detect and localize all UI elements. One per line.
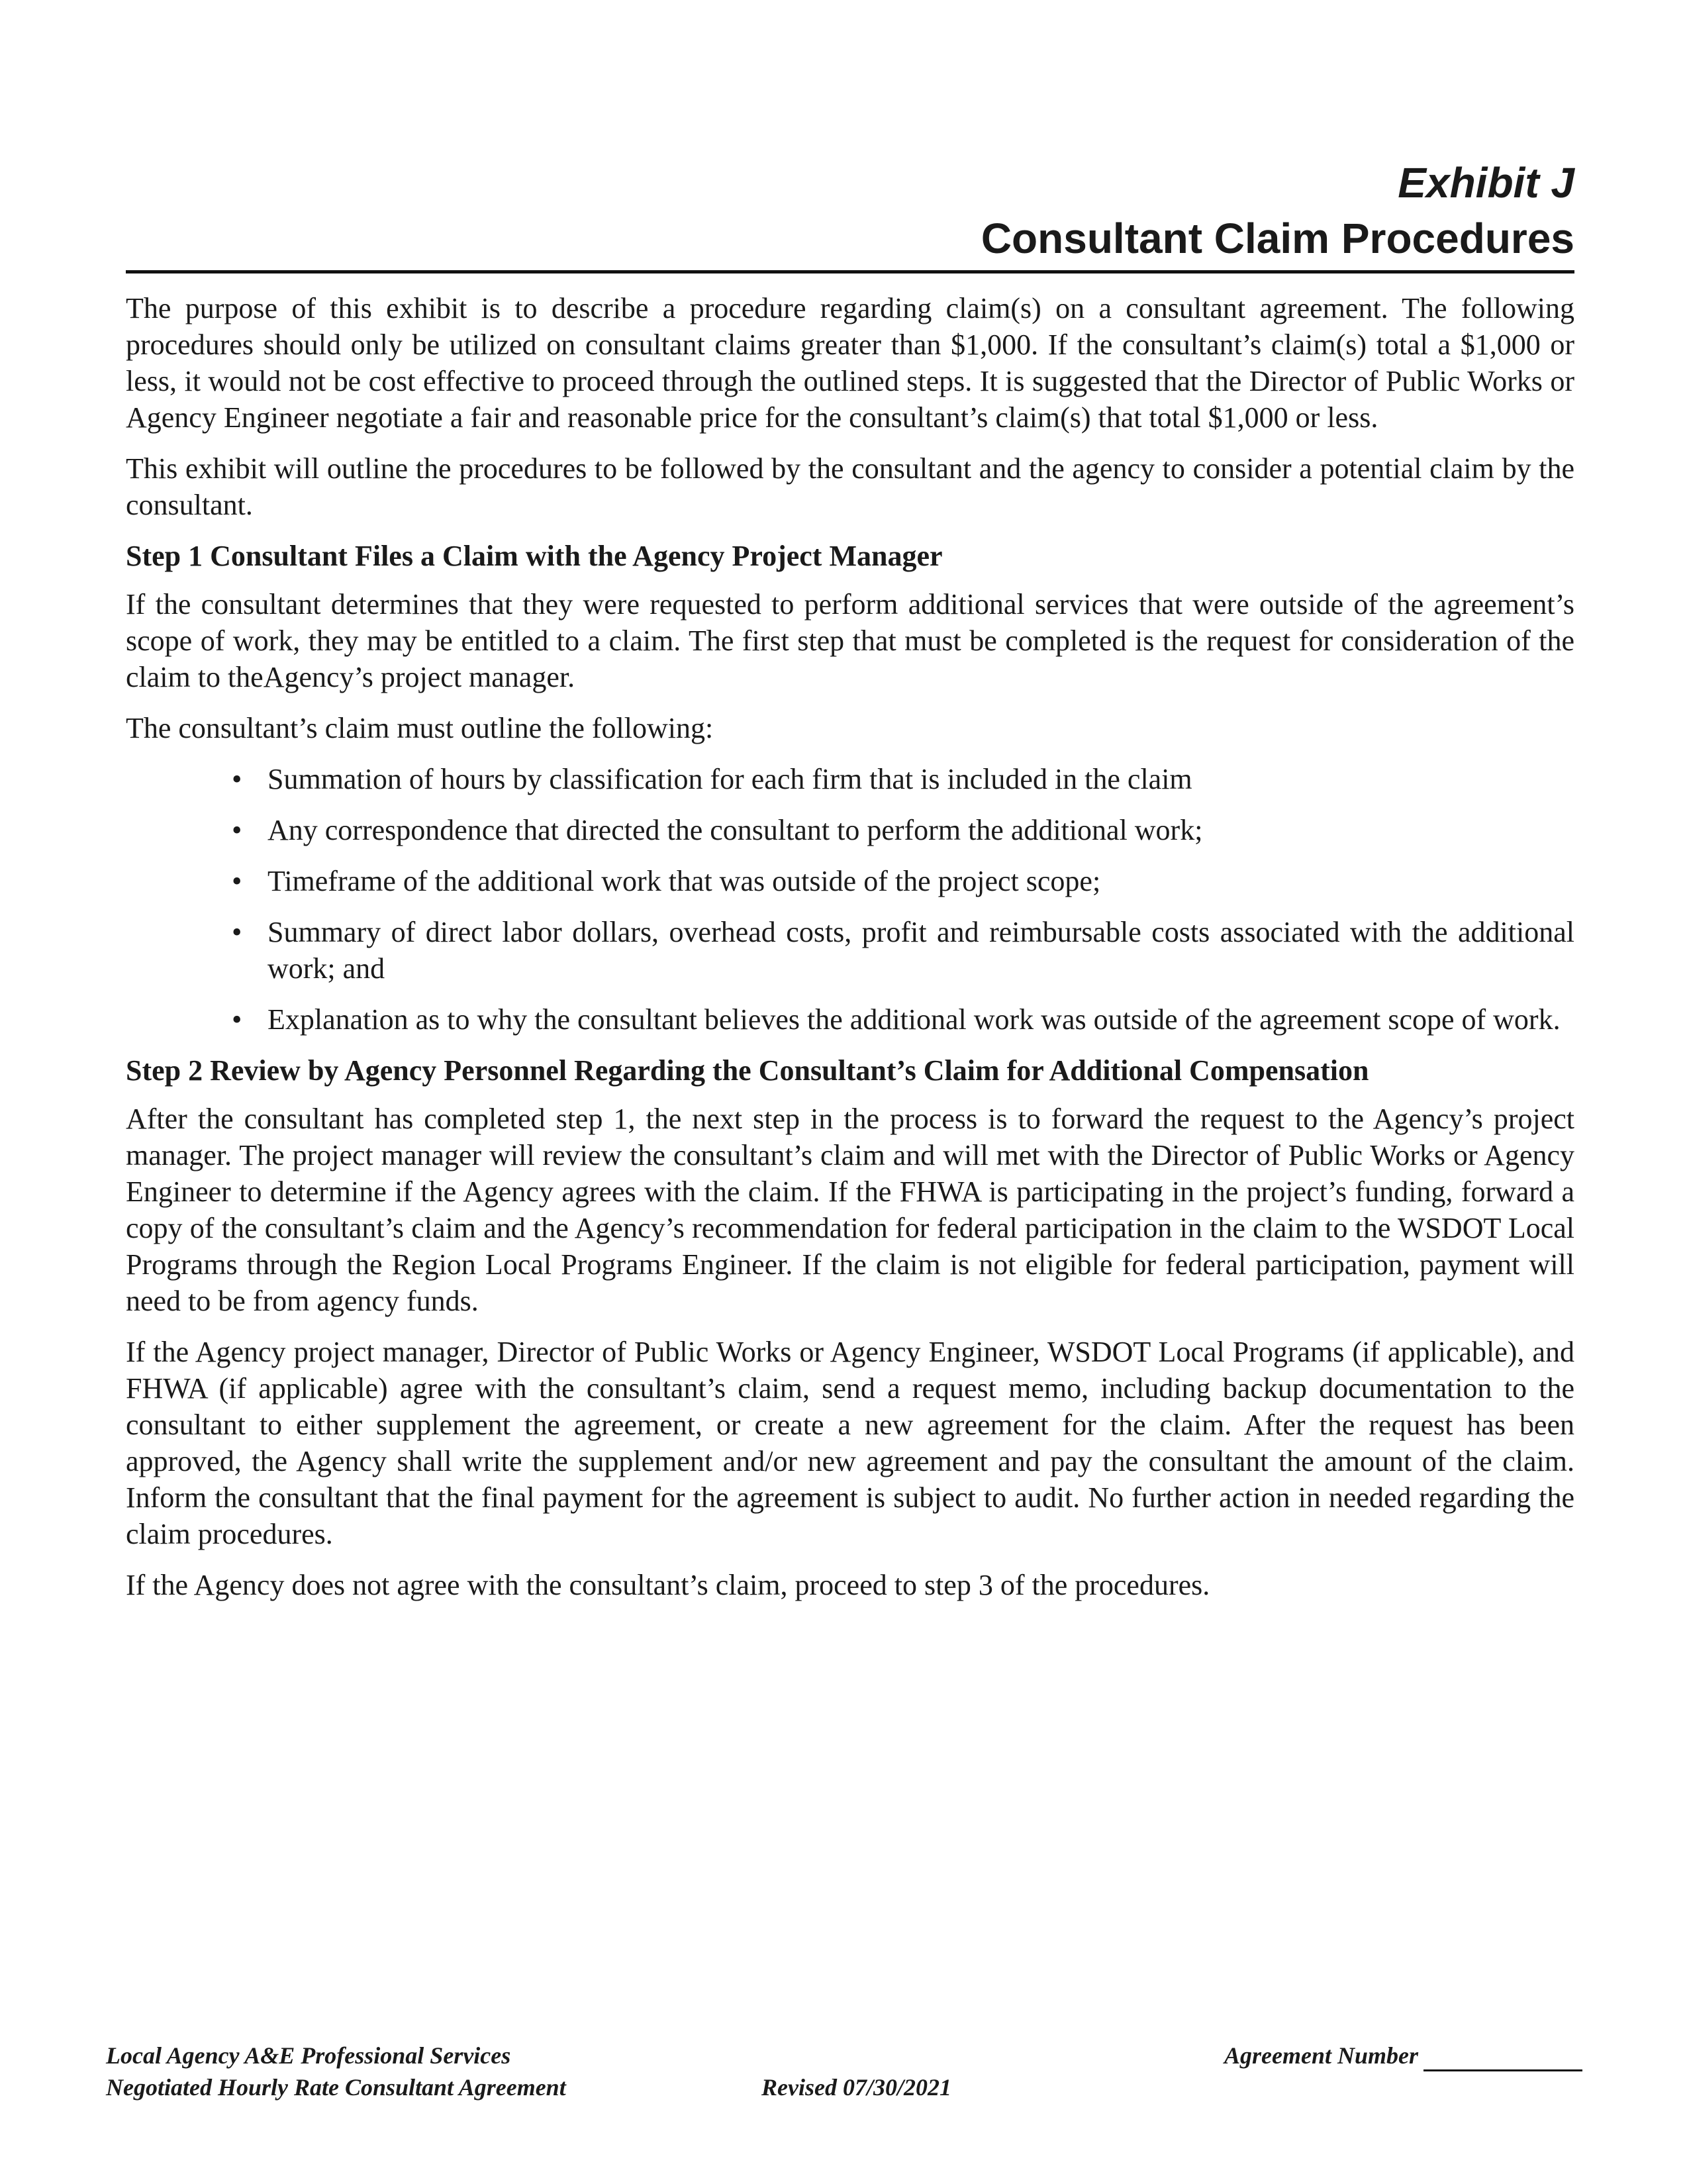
list-item: [220, 914, 1574, 987]
step-1-heading: Step 1 Consultant Files a Claim with the Agency Project Manager: [126, 540, 943, 572]
agreement-number-field: [1224, 2040, 1582, 2071]
claim-requirements-list: [220, 761, 1574, 1038]
list-item-text: Timeframe of the additional work that was outside of the project scope;: [267, 865, 1101, 897]
bullet-icon: •: [232, 865, 242, 897]
list-item: [220, 812, 1574, 848]
page-footer: [106, 2040, 1582, 2119]
list-item-text: Summary of direct labor dollars, overhead costs, profit and reimbursable costs associated with the additional work; and: [267, 916, 1574, 985]
list-item: [220, 1001, 1574, 1038]
bullet-icon: •: [232, 763, 242, 795]
footer-revised: Revised 07/30/2021: [761, 2074, 951, 2101]
page-title: Consultant Claim Procedures: [981, 215, 1574, 262]
page-header: [981, 159, 1574, 265]
document-body: [126, 290, 1574, 1618]
agreement-number-label: Agreement Number: [1224, 2042, 1418, 2069]
list-item-text: Any correspondence that directed the consultant to perform the additional work;: [267, 814, 1203, 846]
header-divider: [126, 270, 1574, 273]
step-2-paragraph-3: If the Agency does not agree with the consultant’s claim, proceed to step 3 of the procedures.: [126, 1569, 1210, 1601]
step-1-paragraph-2: The consultant’s claim must outline the following:: [126, 712, 714, 744]
list-item-text: Explanation as to why the consultant believes the additional work was outside of the agreement scope of work.: [267, 1003, 1561, 1036]
agreement-number-blank: [1423, 2044, 1582, 2071]
intro-paragraph-1: The purpose of this exhibit is to describe a procedure regarding claim(s) on a consultant agreement. The following procedures should only be utilized on consultant claims greater than $1,000. If the consultant’s claim(s) total a $1,000 or less, it would not be cost effective to proceed through the outlined steps. It is suggested that the Director of Public Works or Agency Engineer negotiate a fair and reasonable price for the consultant’s claim(s) that total $1,000 or less.: [126, 292, 1574, 434]
bullet-icon: •: [232, 916, 242, 948]
step-2-paragraph-2: If the Agency project manager, Director of Public Works or Agency Engineer, WSDOT Local Programs (if applicable), and FHWA (if applicable) agree with the consultant’s claim, send a request memo, including backup documentation to the consultant to either supplement the agreement, or create a new agreement for the claim. After the request has been approved, the Agency shall write the supplement and/or new agreement and pay the consultant the amount of the claim. Inform the consultant that the final payment for the agreement is subject to audit. No further action in needed regarding the claim procedures.: [126, 1336, 1574, 1550]
list-item: [220, 863, 1574, 899]
exhibit-label: Exhibit J: [1398, 159, 1574, 207]
intro-paragraph-2: This exhibit will outline the procedures to be followed by the consultant and the agency to consider a potential claim by the consultant.: [126, 452, 1574, 521]
bullet-icon: •: [232, 814, 242, 846]
footer-left: [106, 2040, 566, 2103]
list-item-text: Summation of hours by classification for each firm that is included in the claim: [267, 763, 1192, 795]
bullet-icon: •: [232, 1003, 242, 1036]
step-1-paragraph-1: If the consultant determines that they were requested to perform additional services that were outside of the agreement’s scope of work, they may be entitled to a claim. The first step that must be completed is the request for consideration of the claim to theAgency’s project manager.: [126, 588, 1574, 693]
list-item: [220, 761, 1574, 797]
footer-line-2: Negotiated Hourly Rate Consultant Agreement: [106, 2074, 566, 2101]
step-2-heading: Step 2 Review by Agency Personnel Regarding the Consultant’s Claim for Additional Compensation: [126, 1054, 1369, 1087]
step-2-paragraph-1: After the consultant has completed step 1, the next step in the process is to forward the request to the Agency’s project manager. The project manager will review the consultant’s claim and will met with the Director of Public Works or Agency Engineer to determine if the Agency agrees with the claim. If the FHWA is participating in the project’s funding, forward a copy of the consultant’s claim and the Agency’s recommendation for federal participation in the claim to the WSDOT Local Programs through the Region Local Programs Engineer. If the claim is not eligible for federal participation, payment will need to be from agency funds.: [126, 1103, 1574, 1317]
footer-line-1: Local Agency A&E Professional Services: [106, 2042, 511, 2069]
